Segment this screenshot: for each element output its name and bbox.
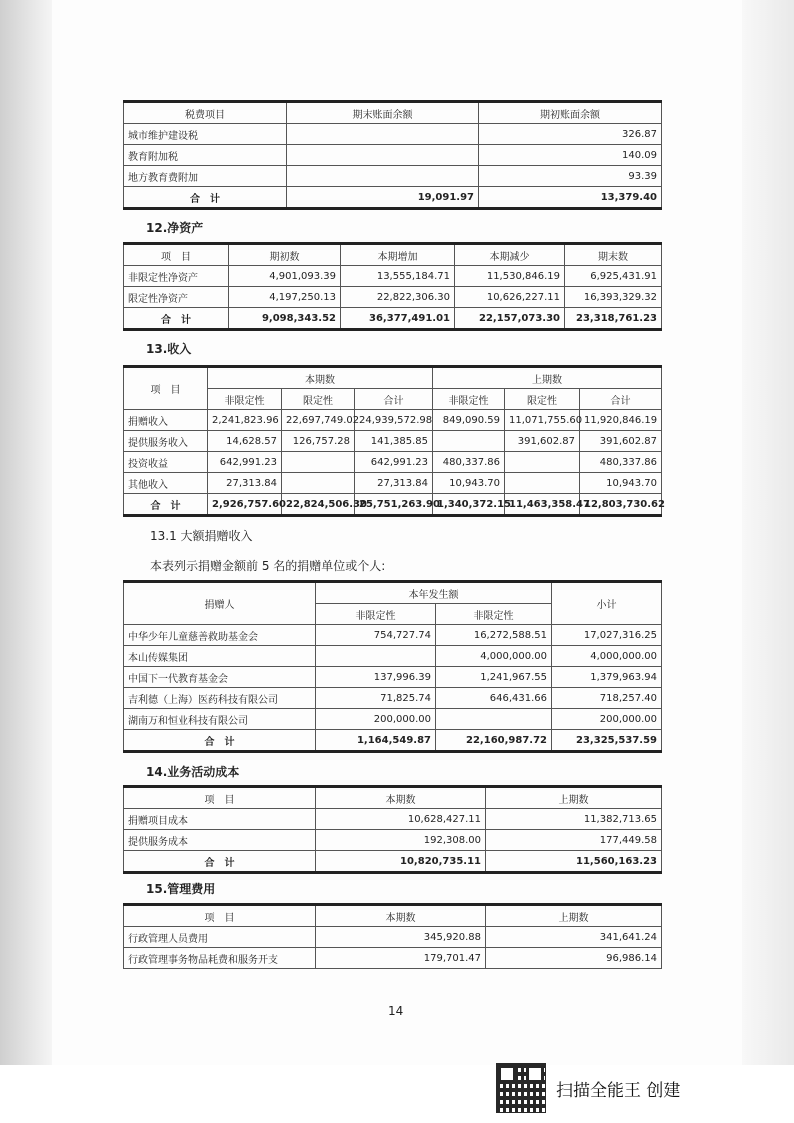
large-donations-table	[123, 580, 662, 753]
table-header-row: 捐赠人 本年发生额 小计	[124, 582, 662, 604]
table-header-row: 项 目 期初数 本期增加 本期减少 期末数	[124, 244, 662, 266]
table-row: 行政管理事务物品耗费和服务开支 179,701.47 96,986.14	[124, 948, 662, 969]
table-row: 捐赠收入 2,241,823.96 22,697,749.02 24,939,572.98 849,090.59 11,071,755.60 11,920,846.19	[124, 410, 662, 431]
table-row: 其他收入 27,313.84 27,313.84 10,943.70 10,943.70	[124, 473, 662, 494]
net-assets-table	[123, 242, 662, 331]
table-header-row: 项 目 本期数 上期数	[124, 787, 662, 809]
tax-table	[123, 100, 662, 210]
table-row: 中国下一代教育基金会 137,996.39 1,241,967.55 1,379,963.94	[124, 667, 662, 688]
table-subheader-row: 非限定性 限定性 合计 非限定性 限定性 合计	[124, 389, 662, 410]
watermark-text: 扫描全能王 创建	[556, 1080, 681, 1101]
scanner-watermark	[496, 1063, 736, 1113]
table-row: 限定性净资产 4,197,250.13 22,822,306.30 10,626,227.11 16,393,329.32	[124, 287, 662, 308]
table-row: 城市维护建设税 326.87	[124, 124, 662, 145]
table-total-row: 合 计 1,164,549.87 22,160,987.72 23,325,537.59	[124, 730, 662, 752]
qr-code-icon	[496, 1063, 546, 1113]
section-intro-text: 本表列示捐赠金额前 5 名的捐赠单位或个人:	[150, 559, 386, 573]
revenue-table	[123, 365, 665, 517]
table-row: 教育附加税 140.09	[124, 145, 662, 166]
table-row: 本山传媒集团 4,000,000.00 4,000,000.00	[124, 646, 662, 667]
table-row: 中华少年儿童慈善救助基金会 754,727.74 16,272,588.51 17,027,316.25	[124, 625, 662, 646]
section-title-13: 13.收入	[146, 342, 192, 356]
page-shadow-left	[0, 0, 52, 1065]
table-row: 提供服务成本 192,308.00 177,449.58	[124, 830, 662, 851]
table-total-row: 合 计 19,091.97 13,379.40	[124, 187, 662, 209]
page-number: 14	[388, 1004, 404, 1018]
table-total-row: 合 计 10,820,735.11 11,560,163.23	[124, 851, 662, 873]
table-header-row: 项 目 本期数 上期数	[124, 905, 662, 927]
operating-cost-table	[123, 785, 662, 874]
table-row: 非限定性净资产 4,901,093.39 13,555,184.71 11,530,846.19 6,925,431.91	[124, 266, 662, 287]
table-header-row: 税费项目 期末账面余额 期初账面余额	[124, 102, 662, 124]
table-row: 行政管理人员费用 345,920.88 341,641.24	[124, 927, 662, 948]
table-total-row: 合 计 9,098,343.52 36,377,491.01 22,157,073.30 23,318,761.23	[124, 308, 662, 330]
section-title-13-1: 13.1 大额捐赠收入	[150, 529, 253, 543]
section-title-12: 12.净资产	[146, 221, 204, 235]
admin-expense-table	[123, 903, 662, 969]
table-row: 地方教育费附加 93.39	[124, 166, 662, 187]
table-row: 捐赠项目成本 10,628,427.11 11,382,713.65	[124, 809, 662, 830]
table-row: 提供服务收入 14,628.57 126,757.28 141,385.85 391,602.87 391,602.87	[124, 431, 662, 452]
section-title-14: 14.业务活动成本	[146, 765, 240, 779]
section-title-15: 15.管理费用	[146, 882, 216, 896]
table-subheader-row: 非限定性 非限定性	[124, 604, 662, 625]
table-row: 投资收益 642,991.23 642,991.23 480,337.86 480,337.86	[124, 452, 662, 473]
table-header-row: 项 目 本期数 上期数	[124, 367, 662, 389]
table-row: 吉利德（上海）医药科技有限公司 71,825.74 646,431.66 718,257.40	[124, 688, 662, 709]
table-row: 湖南万和恒业科技有限公司 200,000.00 200,000.00	[124, 709, 662, 730]
table-total-row: 合 计 2,926,757.60 22,824,506.30 25,751,263.90 1,340,372.15 11,463,358.47 12,803,730.62	[124, 494, 662, 516]
page-shadow-right	[742, 0, 794, 1065]
